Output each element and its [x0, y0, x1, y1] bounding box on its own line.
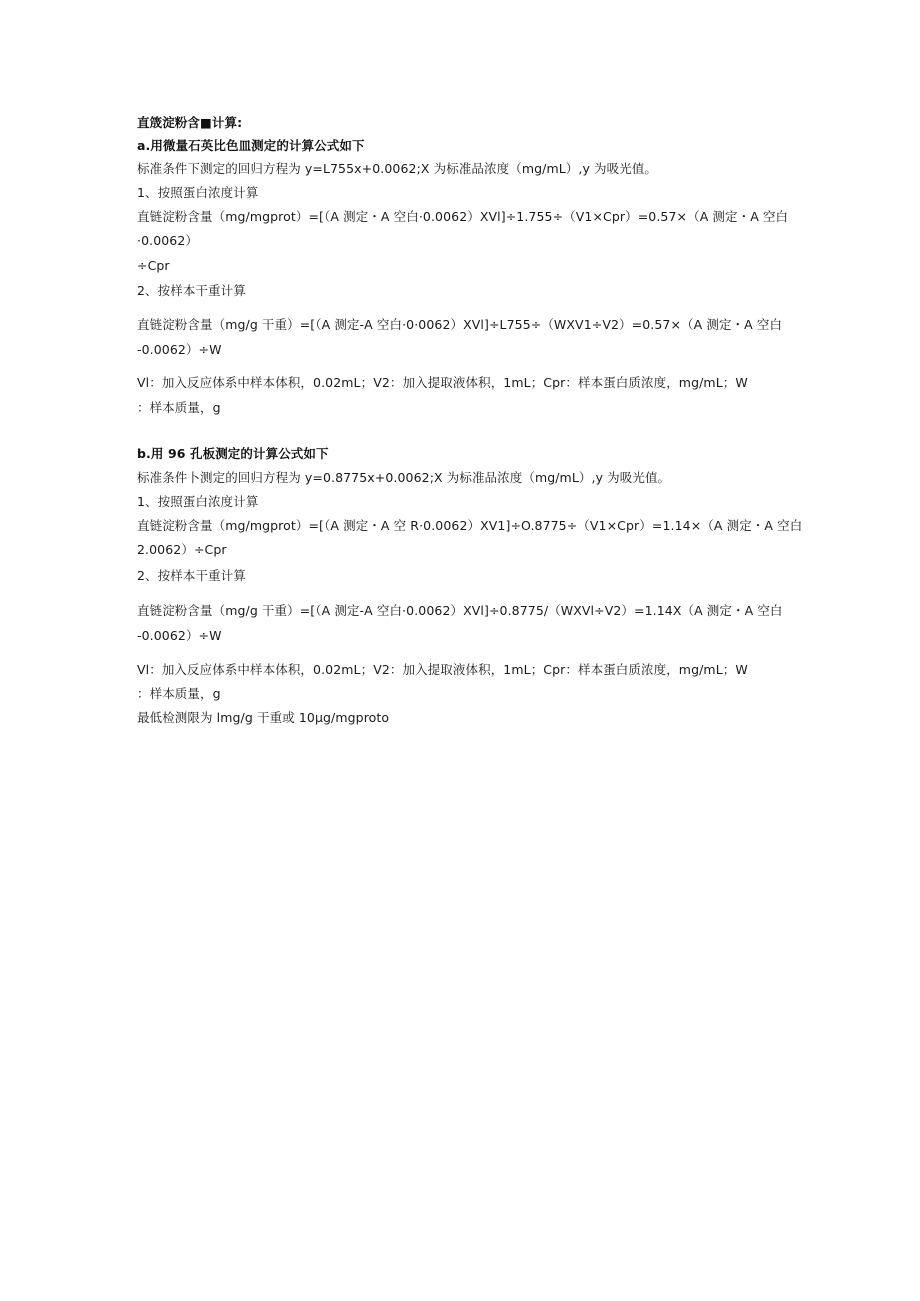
section-b-variables-line-2: ：样本质量，g [137, 686, 221, 701]
section-a-variables-line-1: Vl：加入反应体系中样本体积，0.02mL；V2：加入提取液体积，1mL；Cpr：样本蛋白质浓度，mg/mL；W [137, 375, 748, 390]
document-heading: 直筬淀粉含■计算: [137, 115, 243, 130]
section-b-method-2-formula-line-1: 直链淀粉含量（mg∕g 干重）=[（A 测定-A 空白·0.0062）XVl]÷0.8775/（WXVl÷V2）=1.14X（A 测定・A 空白 [137, 603, 783, 618]
section-b-regression: 标准条件卜测定的回归方程为 y=0.8775x+0.0062;X 为标准品浓度（mg/mL）,y 为吸光值。 [137, 470, 671, 485]
section-a-method-1-formula-line-3: ÷Cpr [137, 258, 170, 273]
section-b-title: b.用 96 孔板测定的计算公式如下 [137, 446, 329, 461]
section-b-method-2-title: 2、按样本干重计算 [137, 568, 246, 583]
section-b-method-1-title: 1、按照蛋白浓度计算 [137, 494, 259, 509]
section-b-method-1-formula-line-2: 2.0062）÷Cpr [137, 542, 227, 557]
section-a-method-2-formula-line-1: 直链淀粉含量（mg∕g 干重）=[（A 测定-A 空白·0·0062）XVl]÷L755÷（WXV1÷V2）=0.57×（A 测定・A 空白 [137, 317, 783, 332]
section-a-method-1-formula-line-2: ·0.0062） [137, 233, 199, 248]
section-a-method-2-formula-line-2: -0.0062）÷W [137, 342, 222, 357]
section-a-title: a.用微量石英比色皿测定的计算公式如下 [137, 138, 365, 153]
detection-limit: 最低检测限为 lmg/g 干重或 10μg∕mgproto [137, 710, 390, 725]
section-a-variables-line-2: ：样本质量，g [137, 400, 221, 415]
section-a-method-1-formula-line-1: 直链淀粉含量（mg∕mgprot）=[（A 测定・A 空白·0.0062）XVl]÷1.755÷（V1×Cpr）=0.57×（A 测定・A 空白 [137, 209, 789, 224]
section-b-method-2-formula-line-2: -0.0062）÷W [137, 628, 222, 643]
section-a-method-2-title: 2、按样本干重计算 [137, 283, 246, 298]
section-a-method-1-title: 1、按照蛋白浓度计算 [137, 185, 259, 200]
section-b-method-1-formula-line-1: 直链淀粉含量（mg∕mgprot）=[（A 测定・A 空 R·0.0062）XV1]÷O.8775÷（V1×Cpr）=1.14×（A 测定・A 空白 [137, 518, 803, 533]
section-b-variables-line-1: Vl：加入反应体系中样本体积，0.02mL；V2：加入提取液体积，1mL；Cpr：样本蛋白质浓度，mg/mL；W [137, 662, 748, 677]
section-a-regression: 标准条件下测定的回归方程为 y=L755x+0.0062;X 为标准品浓度（mg∕mL）,y 为吸光值。 [137, 161, 658, 176]
